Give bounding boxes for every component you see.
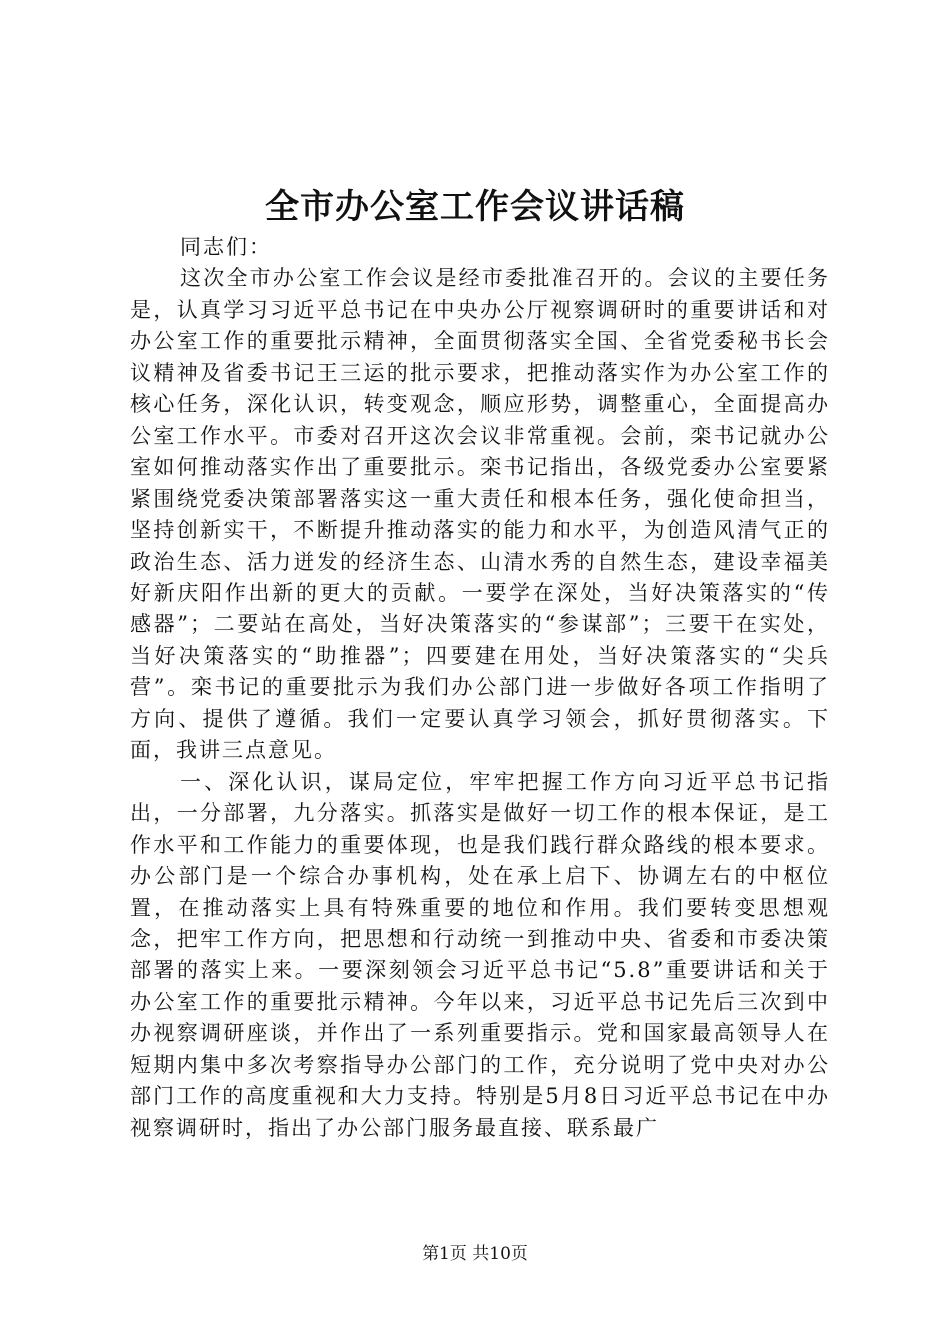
document-title: 全市办公室工作会议讲话稿	[265, 187, 685, 227]
body-paragraph: 一、深化认识，谋局定位，牢牢把握工作方向习近平总书记指出，一分部署，九分落实。抓落实是做好一切工作的根本保证，是工作水平和工作能力的重要体现，也是我们践行群众路线的根本要求。办公部门是一个综合办事机构，处在承上启下、协调左右的中枢位置，在推动落实上具有特殊重要的地位和作用。我们要转变思想观念，把牢工作方向，把思想和行动统一到推动中央、省委和市委决策部署的落实上来。一要深刻领会习近平总书记“5.8”重要讲话和关于办公室工作的重要批示精神。今年以来，习近平总书记先后三次到中办视察调研座谈，并作出了一系列重要指示。党和国家最高领导人在短期内集中多次考察指导办公部门的工作，充分说明了党中央对办公部门工作的高度重视和大力支持。特别是5月8日习近平总书记在中办视察调研时，指出了办公部门服务最直接、联系最广	[130, 769, 830, 1140]
salutation-paragraph: 同志们：	[180, 235, 272, 259]
page-footer: 第1页 共10页	[422, 1244, 528, 1264]
document-body	[130, 232, 830, 1144]
body-paragraph: 这次全市办公室工作会议是经市委批准召开的。会议的主要任务是，认真学习习近平总书记在中央办公厅视察调研时的重要讲话和对办公室工作的重要批示精神，全面贯彻落实全国、全省党委秘书长会议精神及省委书记王三运的批示要求，把推动落实作为办公室工作的核心任务，深化认识，转变观念，顺应形势，调整重心，全面提高办公室工作水平。市委对召开这次会议非常重视。会前，栾书记就办公室如何推动落实作出了重要批示。栾书记指出，各级党委办公室要紧紧围绕党委决策部署落实这一重大责任和根本任务，强化使命担当，坚持创新实干，不断提升推动落实的能力和水平，为创造风清气正的政治生态、活力迸发的经济生态、山清水秀的自然生态，建设幸福美好新庆阳作出新的更大的贡献。一要学在深处，当好决策落实的“传感器”；二要站在高处，当好决策落实的“参谋部”；三要干在实处，当好决策落实的“助推器”；四要建在用处，当好决策落实的“尖兵营”。栾书记的重要批示为我们办公部门进一步做好各项工作指明了方向、提供了遵循。我们一定要认真学习领会，抓好贯彻落实。下面，我讲三点意见。	[130, 266, 830, 763]
